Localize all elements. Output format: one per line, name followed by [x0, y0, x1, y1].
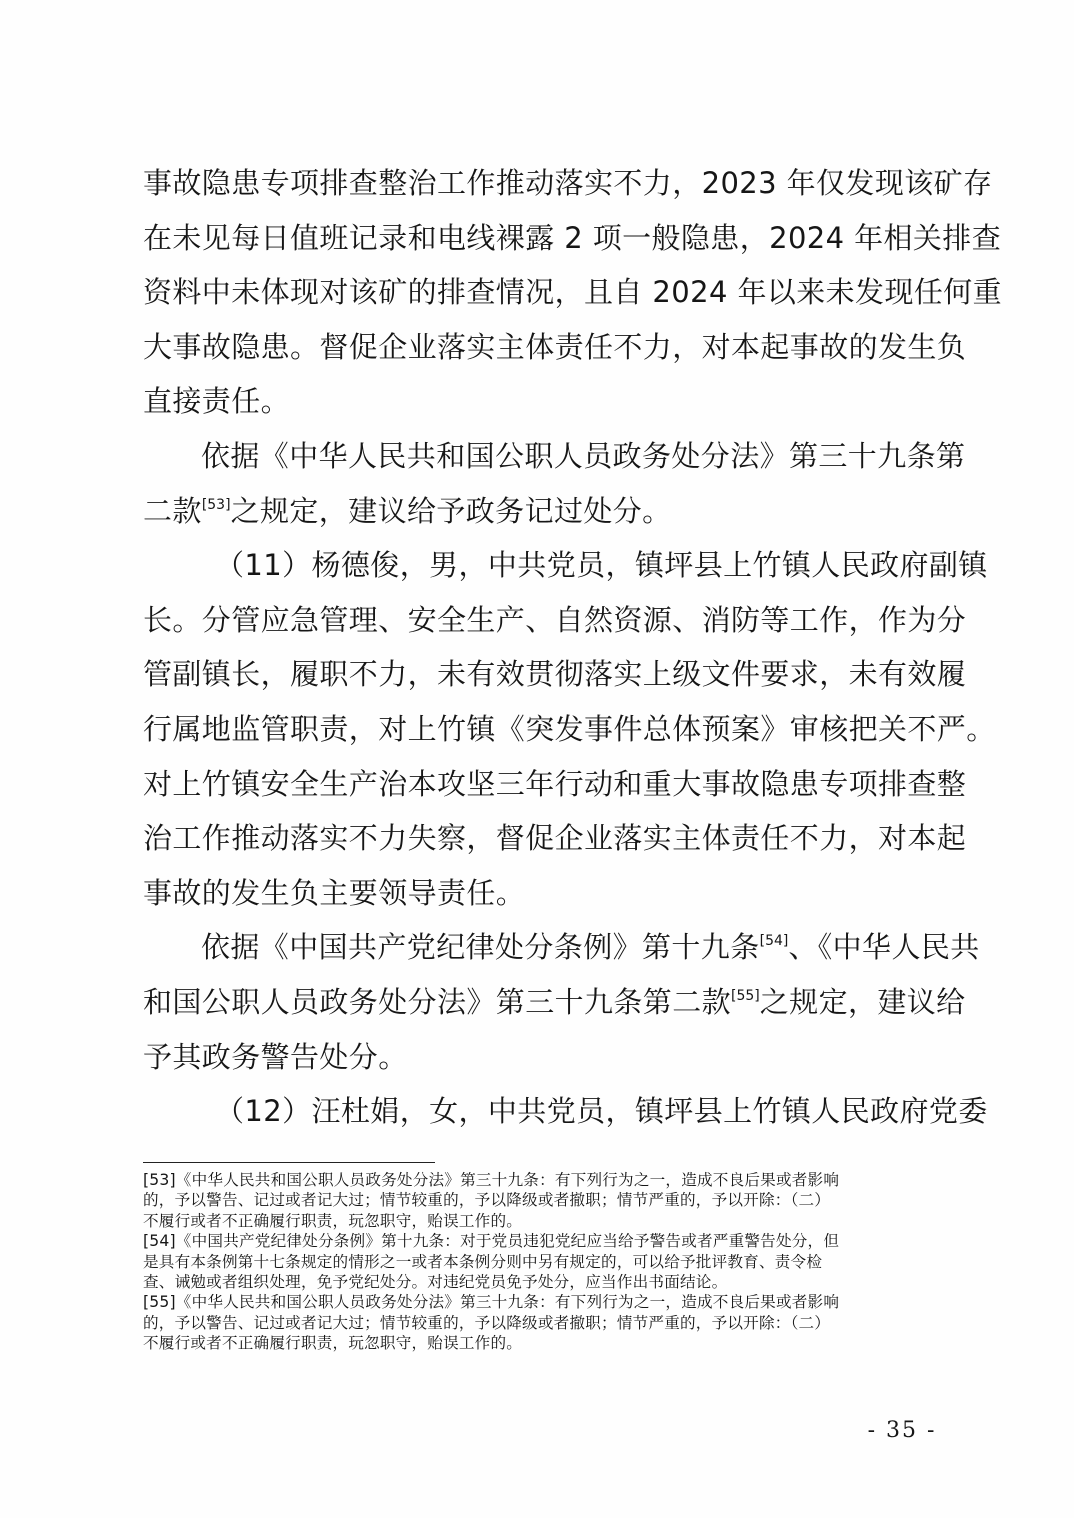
footnote-line: 的，予以警告、记过或者记大过；情节较重的，予以降级或者撤职；情节严重的，予以开除：（二） — [143, 1191, 831, 1210]
footnote-line: [53]《中华人民共和国公职人员政务处分法》第三十九条：有下列行为之一，造成不良后果或者影响 — [143, 1171, 840, 1189]
body-line: 依据《中华人民共和国公职人员政务处分法》第三十九条第 — [201, 438, 966, 473]
footnote-ref-53: [53] — [201, 496, 231, 513]
text-segment: 二款 — [143, 493, 202, 528]
footnotes — [143, 1170, 938, 1354]
body-line — [143, 484, 935, 539]
text-segment: 之规定，建议给 — [759, 984, 966, 1019]
body-line: 治工作推动落实不力失察，督促企业落实主体责任不力，对本起 — [143, 821, 967, 856]
body-line: 事故隐患专项排查整治工作推动落实不力，2023 年仅发现该矿存 — [143, 166, 993, 200]
body-line: 大事故隐患。督促企业落实主体责任不力，对本起事故的发生负 — [143, 329, 967, 364]
footnote-line: [55]《中华人民共和国公职人员政务处分法》第三十九条：有下列行为之一，造成不良后果或者影响 — [143, 1293, 840, 1312]
footnote-ref-54: [54] — [759, 933, 789, 950]
footnote-line: 查、诫勉或者组织处理，免予党纪处分。对违纪党员免予处分，应当作出书面结论。 — [143, 1272, 728, 1291]
footnote-line: 是具有本条例第十七条规定的情形之一或者本条例分则中另有规定的，可以给予批评教育、责令检 — [143, 1252, 823, 1271]
body-line: 行属地监管职责，对上竹镇《突发事件总体预案》审核把关不严。 — [143, 711, 996, 746]
body-line: 直接责任。 — [143, 384, 291, 419]
footnote-separator — [143, 1162, 435, 1163]
footnote-line: 不履行或者不正确履行职责，玩忽职守，贻误工作的。 — [143, 1211, 523, 1230]
body-line: 长。分管应急管理、安全生产、自然资源、消防等工作，作为分 — [143, 602, 967, 637]
footnote-line: 的，予以警告、记过或者记大过；情节较重的，予以降级或者撤职；情节严重的，予以开除：（二） — [143, 1313, 831, 1332]
body-line: 对上竹镇安全生产治本攻坚三年行动和重大事故隐患专项排查整 — [143, 766, 967, 801]
body-line: （11）杨德俊，男，中共党员，镇坪县上竹镇人民政府副镇 — [215, 548, 988, 583]
text-segment: 之规定，建议给予政务记过处分。 — [230, 493, 672, 528]
body-line: 管副镇长，履职不力，未有效贯彻落实上级文件要求，未有效履 — [143, 657, 967, 692]
body-line: 资料中未体现对该矿的排查情况，且自 2024 年以来未发现任何重 — [143, 275, 1003, 310]
page-number: - 35 - — [867, 1418, 937, 1443]
body-line — [143, 920, 980, 975]
body-text — [143, 156, 1003, 1139]
body-line: 在未见每日值班记录和电线裸露 2 项一般隐患，2024 年相关排查 — [143, 220, 1002, 255]
body-line: （12）汪杜娟，女，中共党员，镇坪县上竹镇人民政府党委 — [215, 1094, 988, 1129]
text-segment: 和国公职人员政务处分法》第三十九条第二款 — [143, 984, 732, 1019]
body-line: 事故的发生负主要领导责任。 — [143, 875, 526, 910]
body-line: 予其政务警告处分。 — [143, 1039, 408, 1074]
footnote-ref-55: [55] — [731, 987, 760, 1004]
text-segment: 依据《中国共产党纪律处分条例》第十九条 — [201, 930, 760, 965]
body-line — [143, 975, 966, 1030]
text-segment: 、《中华人民共 — [788, 930, 980, 965]
footnote-line: 不履行或者不正确履行职责，玩忽职守，贻误工作的。 — [143, 1334, 523, 1353]
footnote-line: [54]《中国共产党纪律处分条例》第十九条：对于党员违犯党纪应当给予警告或者严重警告处分，但 — [143, 1232, 840, 1251]
